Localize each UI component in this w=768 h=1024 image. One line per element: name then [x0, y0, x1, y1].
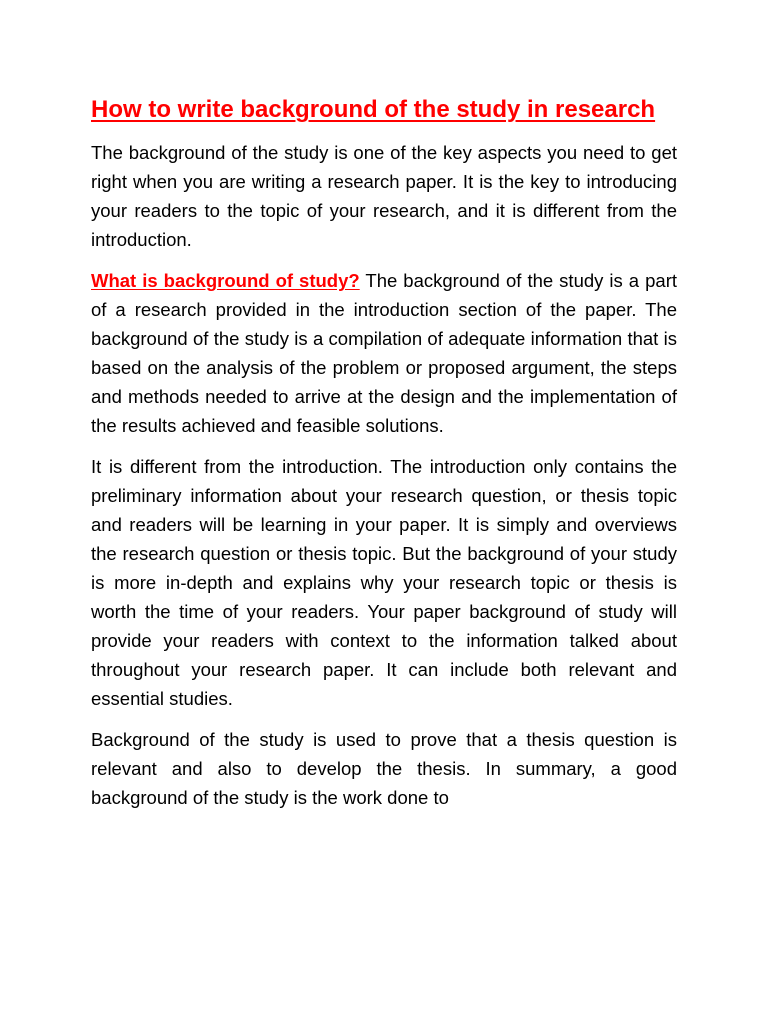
paragraph-definition	[91, 266, 677, 440]
paragraph-difference: It is different from the introduction. The introduction only contains the preliminary information about your research question, or thesis topic and readers will be learning in your paper. It is simply and overviews the research question or thesis topic. But the background of your study is more in-depth and explains why your research topic or thesis is worth the time of your readers. Your paper background of study will provide your readers with context to the information talked about throughout your research paper. It can include both relevant and essential studies.	[91, 456, 677, 709]
paragraph-intro: The background of the study is one of the key aspects you need to get right when you are writing a research paper. It is the key to introducing your readers to the topic of your research, and it is different from the introduction.	[91, 142, 677, 250]
document-title	[91, 92, 677, 128]
document-page	[91, 92, 677, 824]
paragraph-summary: Background of the study is used to prove that a thesis question is relevant and also to develop the thesis. In summary, a good background of the study is the work done to	[91, 729, 677, 808]
subheading-what-is-background: What is background of study?	[91, 270, 360, 291]
document-title-text: How to write background of the study in research	[91, 96, 656, 123]
paragraph-definition-body: The background of the study is a part of a research provided in the introduction section of the paper. The background of the study is a compilation of adequate information that is based on the analysis of the problem or proposed argument, the steps and methods needed to arrive at the design and the implementation of the results achieved and feasible solutions.	[91, 270, 677, 436]
